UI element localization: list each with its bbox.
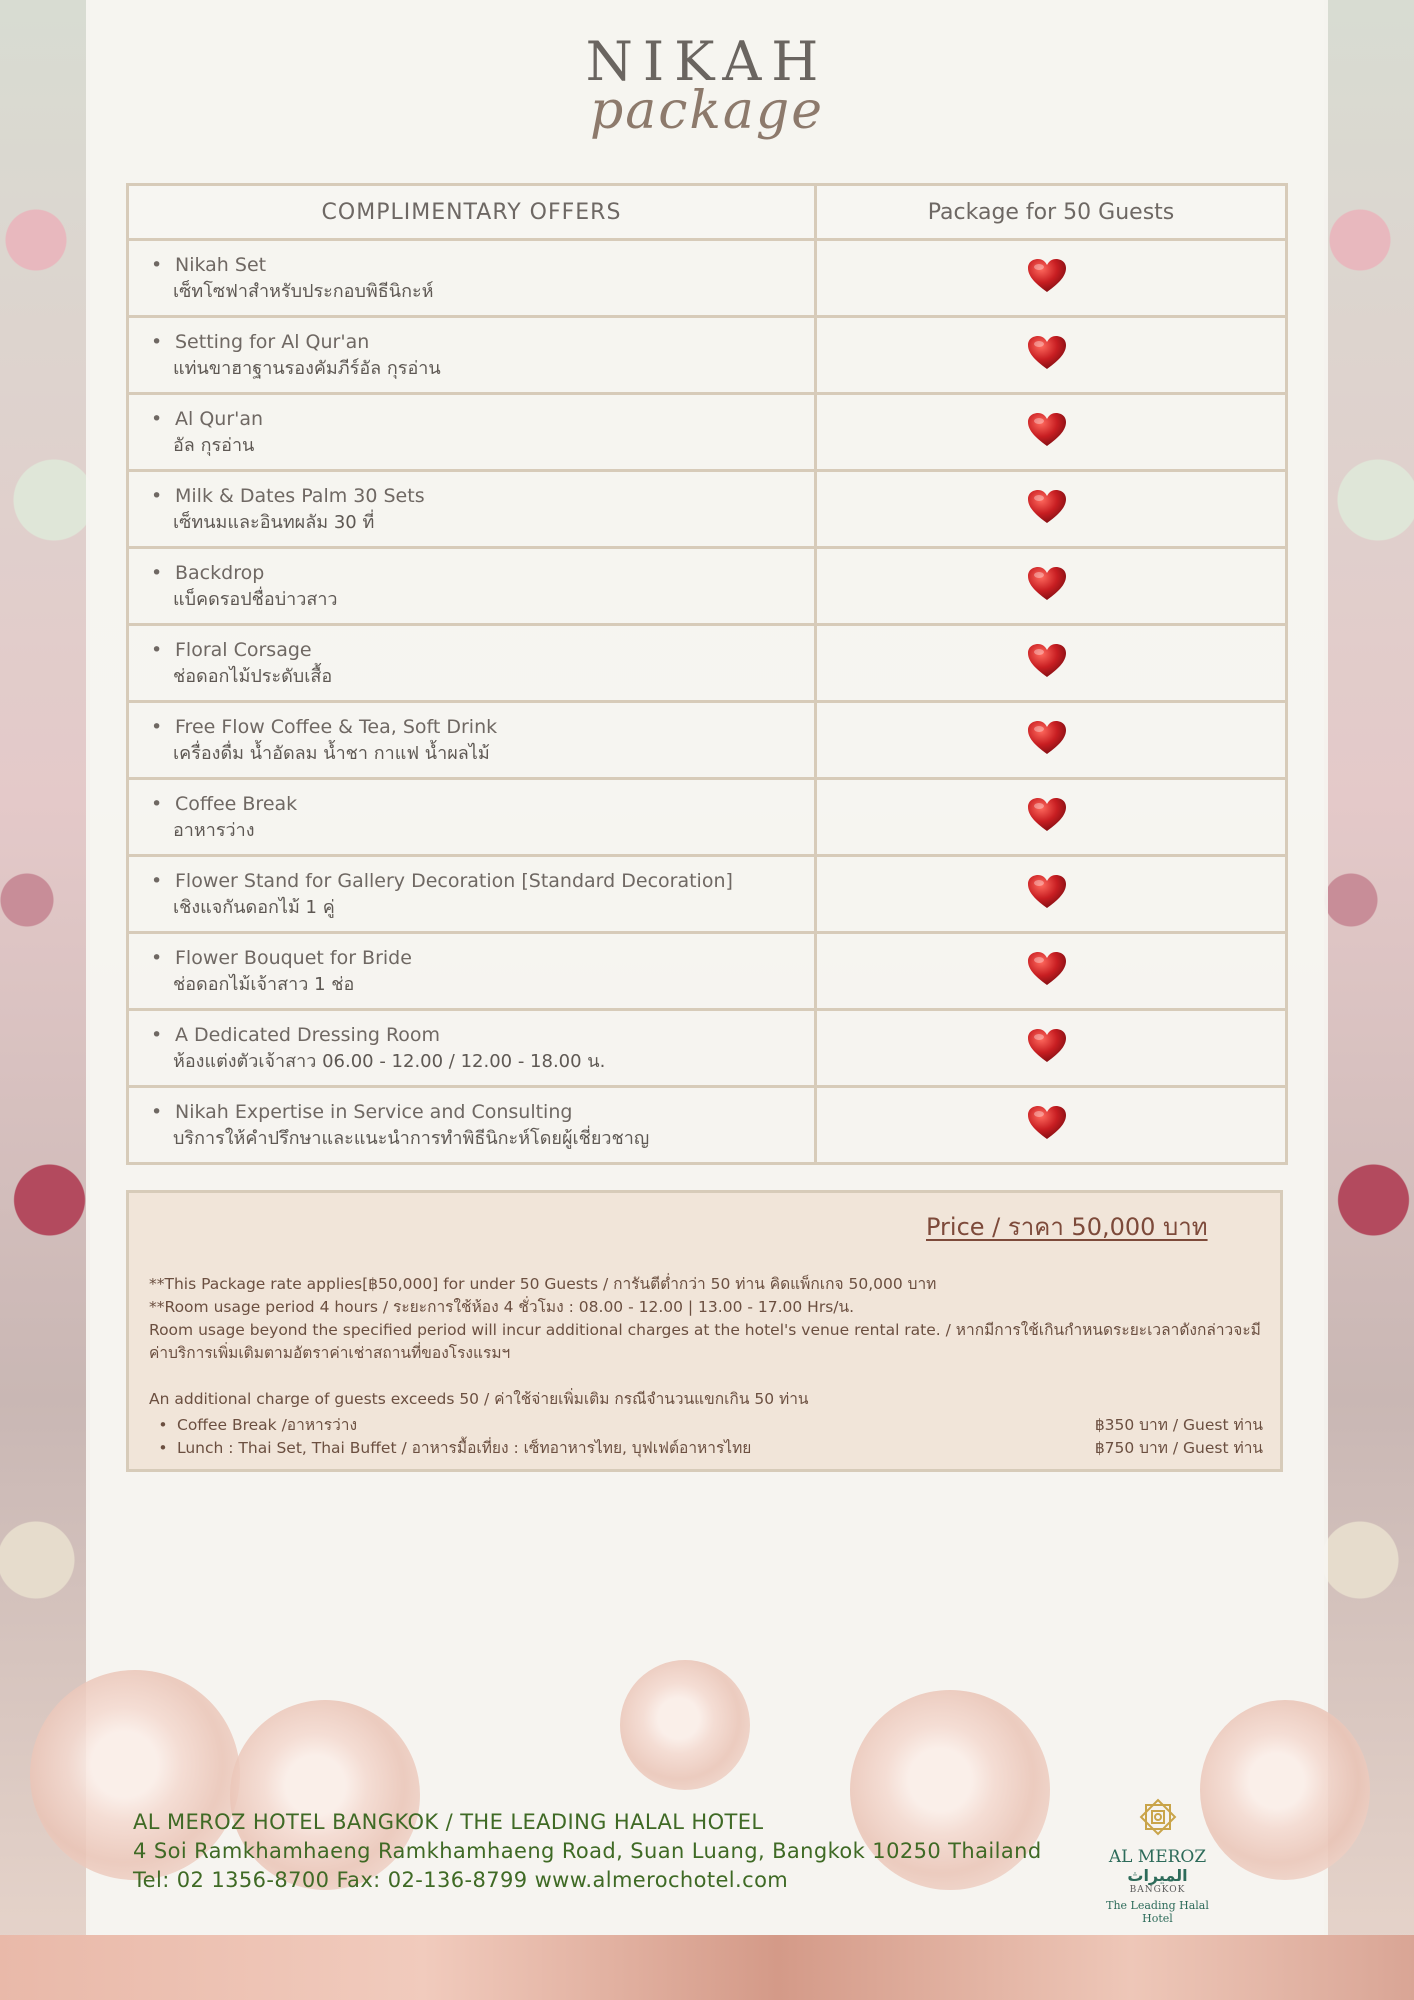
rose-decoration bbox=[1200, 1700, 1370, 1880]
overtime-note: Room usage beyond the specified period will incur additional charges at the hotel's venue rental rate. / หากมีการใช้เกินกำหนดระยะเวลาดังกล่าวจะมีค่าบริการเพิ่มเติมตามอัตราค่าเช่าสถานที่ของโรงแรมฯ bbox=[149, 1321, 1261, 1362]
heart-icon bbox=[1027, 412, 1067, 448]
offer-name-en: • Nikah Set bbox=[151, 251, 814, 279]
offers-table bbox=[126, 183, 1288, 1165]
offer-name-th: เชิงแจกันดอกไม้ 1 คู่ bbox=[173, 897, 335, 918]
heart-icon bbox=[1027, 335, 1067, 371]
included-cell bbox=[816, 471, 1287, 548]
offer-cell bbox=[128, 779, 816, 856]
column-header-offers: COMPLIMENTARY OFFERS bbox=[128, 185, 816, 240]
charge-row: • Coffee Break /อาหารว่าง ฿350 บาท / Guest ท่าน bbox=[149, 1412, 1271, 1437]
table-row bbox=[128, 1087, 1287, 1164]
logo-name: AL MEROZ bbox=[1108, 1847, 1207, 1867]
bottom-floral-strip bbox=[0, 1935, 1414, 2000]
heart-icon bbox=[1027, 951, 1067, 987]
heart-icon bbox=[1027, 720, 1067, 756]
heart-icon bbox=[1027, 1105, 1067, 1141]
logo-city: BANGKOK bbox=[1129, 1885, 1186, 1895]
offer-name-th: แท่นขาฮาฐานรองคัมภีร์อัล กุรอ่าน bbox=[173, 358, 441, 379]
offer-cell bbox=[128, 394, 816, 471]
offer-name-th: ห้องแต่งตัวเจ้าสาว 06.00 - 12.00 / 12.00 - 18.00 น. bbox=[173, 1051, 606, 1072]
offer-cell bbox=[128, 240, 816, 317]
heart-icon bbox=[1027, 489, 1067, 525]
table-row bbox=[128, 625, 1287, 702]
table-row bbox=[128, 394, 1287, 471]
offer-name-en: • A Dedicated Dressing Room bbox=[151, 1021, 814, 1049]
heart-icon bbox=[1027, 797, 1067, 833]
hotel-phone-web-line: Tel: 02 1356-8700 Fax: 02-136-8799 www.almerochotel.com bbox=[133, 1868, 789, 1892]
table-row bbox=[128, 240, 1287, 317]
offer-name-en: • Nikah Expertise in Service and Consulting bbox=[151, 1098, 814, 1126]
hotel-address-line: 4 Soi Ramkhamhaeng Ramkhamhaeng Road, Suan Luang, Bangkok 10250 Thailand bbox=[133, 1839, 1042, 1863]
offer-name-th: เซ็ทโซฟาสำหรับประกอบพิธีนิกะห์ bbox=[173, 281, 434, 302]
offer-name-en: • Free Flow Coffee & Tea, Soft Drink bbox=[151, 713, 814, 741]
offer-name-th: เครื่องดื่ม น้ำอัดลม น้ำชา กาแฟ น้ำผลไม้ bbox=[173, 743, 490, 764]
logo-emblem-icon bbox=[1134, 1793, 1182, 1841]
charge-row: • Lunch : Thai Set, Thai Buffet / อาหารมื้อเที่ยง : เซ็ทอาหารไทย, บุฟเฟต์อาหารไทย ฿750 บาท / Guest ท่าน bbox=[149, 1435, 1271, 1460]
offer-name-th: บริการให้คำปรึกษาและแนะนำการทำพิธีนิกะห์โดยผู้เชี่ยวชาญ bbox=[173, 1128, 650, 1149]
included-cell bbox=[816, 394, 1287, 471]
included-cell bbox=[816, 317, 1287, 394]
offer-name-en: • Setting for Al Qur'an bbox=[151, 328, 814, 356]
offer-cell bbox=[128, 702, 816, 779]
offer-name-en: • Al Qur'an bbox=[151, 405, 814, 433]
offer-name-en: • Coffee Break bbox=[151, 790, 814, 818]
charge-price: ฿750 บาท / Guest ท่าน bbox=[1094, 1439, 1263, 1457]
price-box bbox=[126, 1190, 1283, 1472]
heart-icon bbox=[1027, 1028, 1067, 1064]
charge-label: Lunch : Thai Set, Thai Buffet / อาหารมื้อเที่ยง : เซ็ทอาหารไทย, บุฟเฟต์อาหารไทย bbox=[177, 1439, 752, 1457]
table-row bbox=[128, 933, 1287, 1010]
rose-decoration bbox=[620, 1660, 750, 1790]
included-cell bbox=[816, 933, 1287, 1010]
offer-name-en: • Flower Bouquet for Bride bbox=[151, 944, 814, 972]
table-row bbox=[128, 317, 1287, 394]
heart-icon bbox=[1027, 566, 1067, 602]
offer-cell bbox=[128, 1010, 816, 1087]
table-row bbox=[128, 702, 1287, 779]
table-row bbox=[128, 779, 1287, 856]
offer-name-en: • Floral Corsage bbox=[151, 636, 814, 664]
offer-name-th: ช่อดอกไม้ประดับเสื้อ bbox=[173, 666, 333, 687]
offer-cell bbox=[128, 548, 816, 625]
logo-tagline: The Leading Halal Hotel bbox=[1106, 1899, 1209, 1925]
price-title: Price / ราคา 50,000 บาท bbox=[926, 1213, 1208, 1241]
included-cell bbox=[816, 702, 1287, 779]
offer-name-en: • Backdrop bbox=[151, 559, 814, 587]
included-cell bbox=[816, 1087, 1287, 1164]
offer-cell bbox=[128, 933, 816, 1010]
rate-note: **This Package rate applies[฿50,000] for under 50 Guests / การันตีต่ำกว่า 50 ท่าน คิดแพ็กเกจ 50,000 บาท bbox=[149, 1275, 937, 1293]
offer-name-th: ช่อดอกไม้เจ้าสาว 1 ช่อ bbox=[173, 974, 355, 995]
included-cell bbox=[816, 1010, 1287, 1087]
page-subtitle: package bbox=[590, 81, 824, 141]
room-usage-note: **Room usage period 4 hours / ระยะการใช้ห้อง 4 ชั่วโมง : 08.00 - 12.00 | 13.00 - 17.00 Hrs/น. bbox=[149, 1298, 855, 1316]
background-right-floral bbox=[1324, 0, 1414, 2000]
heart-icon bbox=[1027, 258, 1067, 294]
included-cell bbox=[816, 548, 1287, 625]
page-title: NIKAH bbox=[585, 30, 829, 93]
offer-cell bbox=[128, 317, 816, 394]
offer-name-th: แบ็คดรอปชื่อบ่าวสาว bbox=[173, 589, 338, 610]
offer-name-th: อาหารว่าง bbox=[173, 820, 255, 841]
table-row bbox=[128, 1010, 1287, 1087]
offer-cell bbox=[128, 856, 816, 933]
heart-icon bbox=[1027, 874, 1067, 910]
charge-label: Coffee Break /อาหารว่าง bbox=[177, 1416, 358, 1434]
column-header-package: Package for 50 Guests bbox=[816, 185, 1287, 240]
offer-cell bbox=[128, 625, 816, 702]
offer-name-th: อัล กุรอ่าน bbox=[173, 435, 255, 456]
included-cell bbox=[816, 240, 1287, 317]
title-block bbox=[0, 30, 1414, 141]
table-row bbox=[128, 548, 1287, 625]
offer-name-en: • Flower Stand for Gallery Decoration [Standard Decoration] bbox=[151, 867, 814, 895]
included-cell bbox=[816, 625, 1287, 702]
included-cell bbox=[816, 779, 1287, 856]
offer-cell bbox=[128, 471, 816, 548]
table-row bbox=[128, 856, 1287, 933]
additional-charge-title: An additional charge of guests exceeds 50 / ค่าใช้จ่ายเพิ่มเติม กรณีจำนวนแขกเกิน 50 ท่าน bbox=[149, 1390, 809, 1408]
table-header-row bbox=[128, 185, 1287, 240]
logo-arabic: الميراث bbox=[1127, 1866, 1188, 1885]
included-cell bbox=[816, 856, 1287, 933]
offer-cell bbox=[128, 1087, 816, 1164]
table-row bbox=[128, 471, 1287, 548]
hotel-logo bbox=[1090, 1793, 1225, 1925]
charge-price: ฿350 บาท / Guest ท่าน bbox=[1094, 1416, 1263, 1434]
offer-name-en: • Milk & Dates Palm 30 Sets bbox=[151, 482, 814, 510]
hotel-contact bbox=[133, 1808, 1042, 1895]
offer-name-th: เซ็ทนมและอินทผลัม 30 ที่ bbox=[173, 512, 375, 533]
hotel-name-line: AL MEROZ HOTEL BANGKOK / THE LEADING HALAL HOTEL bbox=[133, 1810, 764, 1834]
heart-icon bbox=[1027, 643, 1067, 679]
